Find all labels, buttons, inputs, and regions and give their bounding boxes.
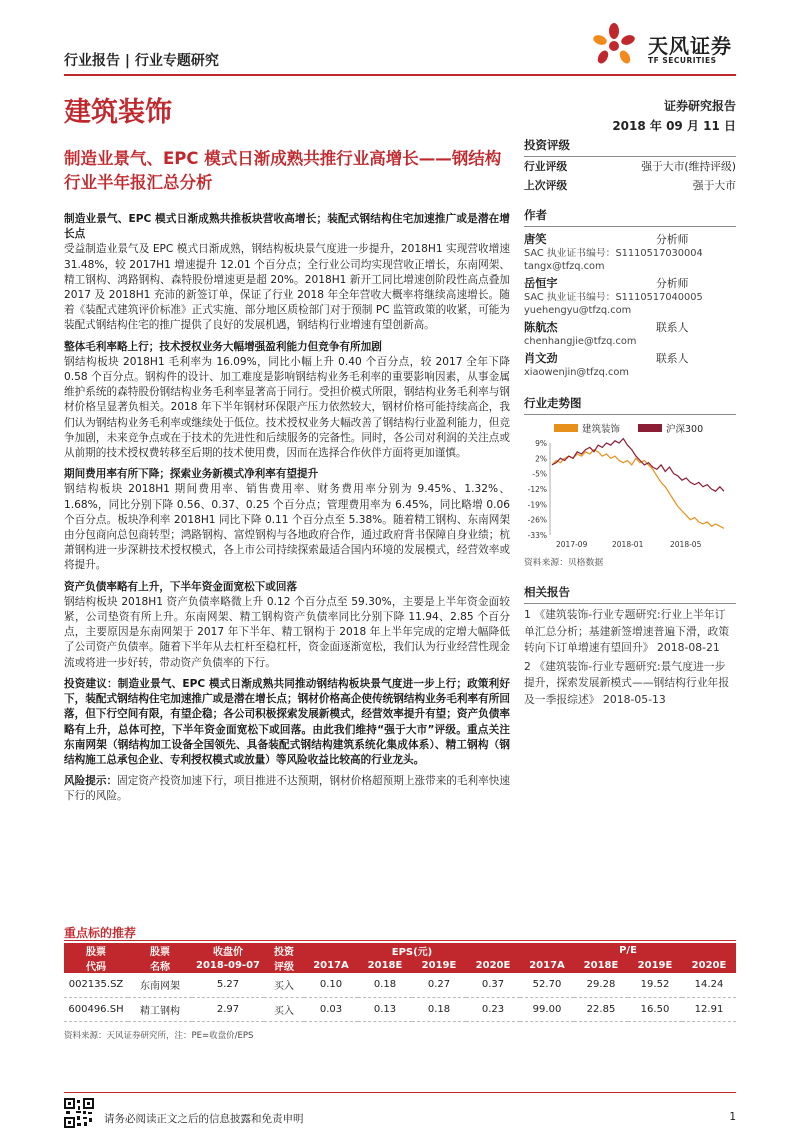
section-heading: 资产负债率略有上升，下半年资金面宽松下或回落 [64,580,298,593]
trend-chart [524,435,736,553]
author-entry [524,352,736,379]
x-tick-label: 2017-09 [556,540,588,549]
y-tick-label: -26% [527,515,547,525]
trend-heading: 行业走势图 [524,395,736,415]
table-footnote: 资料来源：天风证券研究所，注：PE=收盘价/EPS [64,1031,254,1041]
author-name: 岳恒宇 [524,277,558,290]
table-title: 重点标的推荐 [64,926,137,940]
author-entry [524,321,736,348]
y-tick-label: -5% [532,469,547,479]
related-report[interactable]: 2 《建筑装饰-行业专题研究:景气度进一步提升，探索发展新模式——钢结构行业年报及一季报综述》 2018-05-13 [524,659,730,706]
author-name: 肖文劲 [524,352,558,365]
authors-heading: 作者 [524,207,736,227]
author-cert: SAC 执业证书编号：S1110517040005 [524,292,703,303]
author-email[interactable]: tangx@tfzq.com [524,261,605,272]
y-tick-label: -33% [527,531,547,540]
header-divider [64,74,736,76]
company-logo [590,20,740,72]
investment-label: 投资建议： [64,677,118,690]
stock-table [64,943,736,1022]
report-date: 2018 年 09 月 11 日 [612,119,736,133]
report-type: 行业报告 | 行业专题研究 [64,53,219,69]
series-line-0 [552,450,724,529]
risk-label: 风险提示： [64,775,118,788]
section-body: 受益制造业景气及 EPC 模式日渐成熟，钢结构板块景气度进一步提升，2018H1 实现营收增速 31.48%，较 2017H1 增速提升 12.01 个百分点；全行业公司均实现营收正增长，东南网架、精工钢构、鸿路钢构、森特股份增速更是超 20%。2018H1 新开工同比增速创阶段性高点叠加 2017 及 2018H1 充沛的新签订单，保证了行业 2018 年全年营收大概率将继续高速增长。随着《装配式建筑评价标准》正式实施、部分地区质检部门对于预制 PC 监管政策的收紧，可能为装配式钢结构住宅的推广提供了良好的发展机遇，钢结构行业增速有望创新高。 [64,243,510,332]
trend-block [524,395,736,568]
related-block [524,584,736,708]
legend-swatch [554,424,578,432]
legend-item: 建筑装饰 [554,421,620,435]
logo-english: TF SECURITIES [648,56,717,65]
y-tick-label: 2% [535,454,547,464]
author-role: 分析师 [656,277,689,290]
author-entry [524,233,736,273]
table-header-row: 代码 名称 2018-09-07 评级 2017A 2018E 2019E 2020E 2017A 2018E 2019E 2020E [64,958,736,973]
legend-item: 沪深300 [638,421,703,435]
y-tick-label: 9% [535,439,547,448]
qr-code-icon [64,1098,94,1128]
author-name: 唐笑 [524,233,547,246]
logo-text: 天风证券 [648,34,732,58]
section-heading: 期间费用率有所下降；探索业务新模式净利率有望提升 [64,468,319,481]
main-content [64,212,510,811]
author-email[interactable]: chenhangjie@tfzq.com [524,336,637,347]
related-heading: 相关报告 [524,584,736,604]
table-header-row: 股票 股票 收盘价 投资 EPS(元) P/E [64,943,736,958]
page-number: 1 [729,1111,736,1123]
section-body: 钢结构板块 2018H1 资产负债率略微上升 0.12 个百分点至 59.30%，主要是上半年资金面较紧，公司垫资有所上升。东南网架、精工钢构资产负债率同比分别下降 11.94、2.85 个百分点，主要原因是东南网架于 2017 年下半年、精工钢构于 2018 年上半年完成的定增大幅降低了公司资产负债率。随着下半年从去杠杆至稳杠杆，资金面逐渐宽松，我们认为行业经营性现金流或将进一步好转，带动资产负债率的下行。 [64,595,510,669]
author-email[interactable]: yuehengyu@tfzq.com [524,305,632,316]
related-report[interactable]: 1 《建筑装饰-行业专题研究:行业上半年订单汇总分析；基建新签增速普遍下滑，政策转向下订单增速有望回升》 2018-08-21 [524,608,730,654]
section-2 [64,340,510,462]
chart-source: 资料来源：贝格数据 [524,558,604,568]
investment-body: 制造业景气、EPC 模式日渐成熟共同推动钢结构板块景气度进一步上行；政策利好下，装配式钢结构住宅加速推广或是潜在增长点；钢材价格高企使传统钢结构业务毛利率有所回落，但下行空间有限，有望企稳；各公司积极探索发展新模式，经营效率提升有望；资产负债率略有上升，总体可控，下半年资金面宽松下或回落。由此我们维持“强于大市”评级。重点关注东南网架（钢结构加工设备全国领先、具备装配式钢结构建筑系统化集成体系）、精工钢构（钢结构施工总承包企业、专利授权模式或放量）等风险收益比较高的行业龙头。 [64,677,511,766]
section-4 [64,580,510,671]
series-line-1 [552,439,724,492]
rating-heading: 投资评级 [524,137,736,157]
author-email[interactable]: xiaowenjin@tfzq.com [524,367,629,378]
author-name: 陈航杰 [524,321,558,334]
report-label: 证券研究报告 [663,99,736,113]
risk-warning [64,774,510,804]
chart-legend [554,421,736,435]
y-tick-label: -19% [527,500,547,510]
section-heading: 整体毛利率略上行；技术授权业务大幅增强盈利能力但竞争有所加剧 [64,340,382,353]
y-tick-label: -12% [527,485,547,494]
industry-name: 建筑装饰 [64,97,172,128]
section-body: 钢结构板块 2018H1 毛利率为 16.09%，同比小幅上升 0.40 个百分点，较 2017 全年下降 0.58 个百分点。钢构件的设计、加工难度是影响钢结构业务毛利率的重要影响因素，从事金属维护系统的森特股份钢结构业务毛利率显著高于同行。受担价模式所限，钢结构业务毛利率与钢材价格呈显著负相关。2018 年下半年钢材环保限产压力依然较大，钢材价格可能持续高企，我们认为钢结构业务毛利率或继续处于低位。技术授权业务大幅改善了钢结构行业盈利能力，但竞争加剧，未来竞争点或在于技术的先进性和后续服务的完备性。同时，各公司对利润的关注点或从前期的技术授权费转移至后期的技术使用费，因而在选择合作伙伴方面将更加谨慎。 [64,355,510,460]
rating-row: 行业评级 强于大市(维持评级) [524,160,736,173]
rating-block [524,137,736,195]
rating-row: 上次评级 强于大市 [524,179,736,192]
logo-flower-icon [590,20,644,72]
author-role: 联系人 [656,321,689,334]
footer-divider [64,1092,736,1093]
table-divider [64,940,736,941]
section-3 [64,467,510,573]
author-cert: SAC 执业证书编号：S1110517030004 [524,248,703,259]
section-heading: 制造业景气、EPC 模式日渐成熟共推板块营收高增长；装配式钢结构住宅加速推广或是潜在增长点 [64,213,510,241]
risk-body: 固定资产投资加速下行，项目推进不达预期，钢材价格超预期上涨带来的毛利率快速下行的风险。 [64,775,511,803]
legend-swatch [638,424,662,432]
author-entry [524,277,736,317]
table-row: 002135.SZ 东南网架 5.27 买入 0.10 0.18 0.27 0.37 52.70 29.28 19.52 14.24 [64,973,736,997]
report-title: 制造业景气、EPC 模式日渐成熟共推行业高增长——钢结构行业半年报汇总分析 [64,149,502,192]
section-body: 钢结构板块 2018H1 期间费用率、销售费用率、财务费用率分别为 9.45%、1.32%、1.68%，同比分别下降 0.56、0.37、0.25 个百分点；管理费用率为 6.45%，同比略增 0.06 个百分点。板块净利率 2018H1 同比下降 0.11 个百分点至 5.38%。随着精工钢构、东南网架由分包商向总包商转型；鸿路钢构、富煌钢构与各地政府合作，通过政府背书保障自身业绩；杭萧钢构进一步深耕技术授权模式，各上市公司持续探索最适合国内环境的发展模式，经营效率或将提升。 [64,483,510,572]
x-tick-label: 2018-01 [612,540,644,549]
section-1 [64,212,510,334]
disclaimer: 请务必阅读正文之后的信息披露和免责申明 [104,1113,304,1125]
table-row: 600496.SH 精工钢构 2.97 买入 0.03 0.13 0.18 0.23 99.00 22.85 16.50 12.91 [64,997,736,1021]
author-role: 联系人 [656,352,689,365]
investment-advice [64,677,510,768]
x-tick-label: 2018-05 [670,540,702,549]
authors-block [524,207,736,379]
author-role: 分析师 [656,233,689,246]
